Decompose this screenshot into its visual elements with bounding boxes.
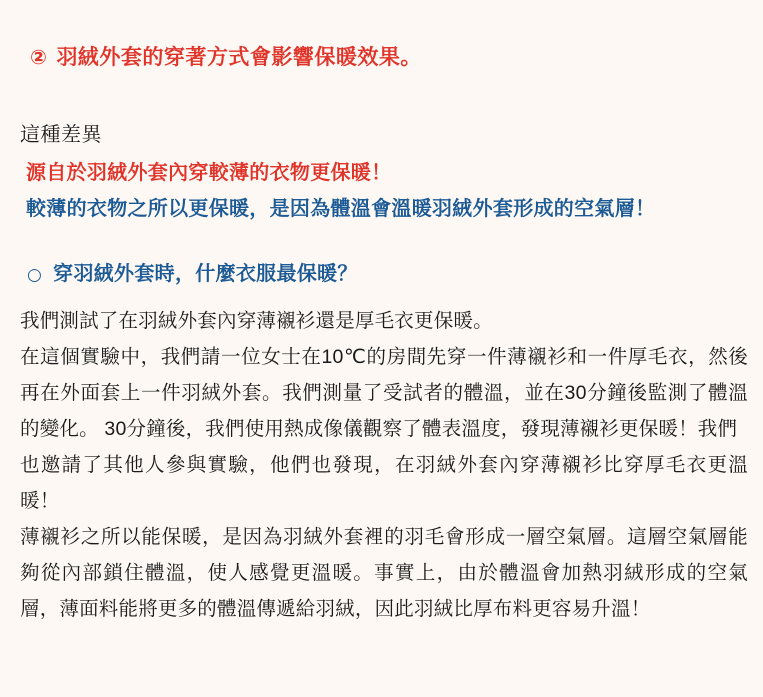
body-paragraph: 我們測試了在羽絨外套內穿薄襯衫還是厚毛衣更保暖。 [20, 310, 493, 332]
circled-number-two-icon: ② [30, 45, 48, 69]
lead-red-line: 源自於羽絨外套內穿較薄的衣物更保暖！ [26, 162, 392, 184]
body-paragraph: 在這個實驗中，我們請一位女士在10℃的房間先穿一件薄襯衫和一件厚毛衣，然後再在外面套上一件羽絨外套。我們測量了受試者的體溫，並在30分鐘後監測了體溫的變化。 30分鐘後，我們使用熱成像儀觀察了體表溫度，發現薄襯衫更保暖！我們 [20, 346, 748, 440]
section-heading-text: 羽絨外套的穿著方式會影響保暖效果。 [56, 46, 422, 69]
body-copy [20, 303, 748, 627]
section-heading [30, 41, 422, 71]
body-paragraph: 薄襯衫之所以能保暖，是因為羽絨外套裡的羽毛會形成一層空氣層。這層空氣層能夠從內部鎖住體溫，使人感覺更溫暖。事實上，由於體溫會加熱羽絨形成的空氣層，薄面料能將更多的體溫傳遞給羽絨，因此羽絨比厚布料更容易升溫！ [20, 526, 748, 620]
body-paragraph: 也邀請了其他人參與實驗，他們也發現，在羽絨外套內穿薄襯衫比穿厚毛衣更溫暖！ [20, 454, 748, 512]
lead-plain-line: 這種差異 [20, 124, 102, 146]
open-circle-bullet-icon: ○ [27, 265, 43, 285]
question-heading [27, 257, 358, 286]
question-heading-text: 穿羽絨外套時，什麼衣服最保暖？ [53, 263, 358, 285]
lead-blue-line: 較薄的衣物之所以更保暖，是因為體溫會溫暖羽絨外套形成的空氣層！ [26, 198, 656, 220]
